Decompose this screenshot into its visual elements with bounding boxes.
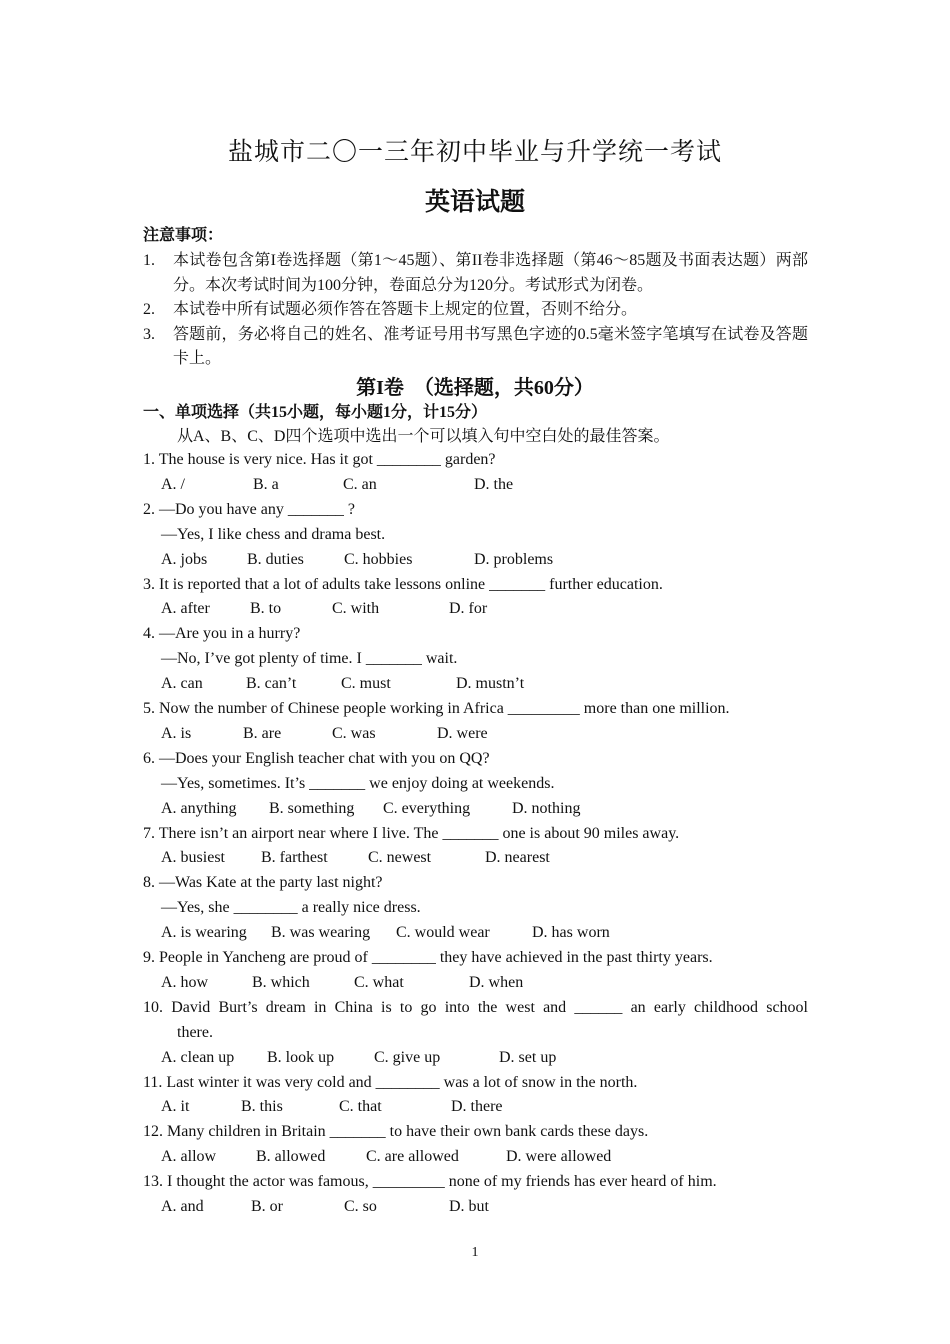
- answer-option: B. something: [269, 799, 355, 817]
- question-dialogue-line: —Yes, she ________ a really nice dress.: [161, 899, 421, 917]
- answer-options: [143, 1095, 808, 1120]
- section-instruction: 从A、B、C、D四个选项中选出一个可以填入句中空白处的最佳答案。: [177, 428, 670, 445]
- question-continuation: there.: [177, 1023, 213, 1041]
- answer-options: [143, 473, 808, 498]
- note-number: 3.: [143, 325, 155, 343]
- question-dialogue-line: —Yes, sometimes. It’s _______ we enjoy doing at weekends.: [161, 774, 555, 792]
- answer-option: A. anything: [161, 799, 237, 817]
- note-item: [143, 298, 808, 323]
- answer-option: B. can’t: [246, 675, 297, 693]
- question-dialogue-line: —No, I’ve got plenty of time. I _______ wait.: [161, 650, 458, 668]
- question-stem: 1. The house is very nice. Has it got ________ garden?: [143, 451, 496, 468]
- answer-options: [143, 722, 808, 747]
- answer-option: C. was: [332, 724, 376, 742]
- answer-option: A. is wearing: [161, 924, 247, 942]
- answer-option: A. how: [161, 973, 209, 991]
- answer-option: C. newest: [368, 849, 432, 867]
- question-stem: 2. —Do you have any _______ ?: [143, 500, 355, 518]
- volume-heading: 第I卷 （选择题，共60分）: [356, 377, 594, 399]
- exam-title: 盐城市二〇一三年初中毕业与升学统一考试: [227, 139, 722, 166]
- notes-heading: 注意事项：: [143, 227, 224, 244]
- answer-option: B. this: [241, 1098, 283, 1116]
- notes-section: [143, 225, 808, 372]
- question-dialogue-line: —Yes, I like chess and drama best.: [161, 525, 386, 543]
- answer-option: C. that: [339, 1098, 382, 1116]
- question-stem: 5. Now the number of Chinese people working in Africa _________ more than one million.: [143, 700, 730, 717]
- answer-option: D. mustn’t: [456, 675, 525, 693]
- question-stem: 11. Last winter it was very cold and ________ was a lot of snow in the north.: [143, 1073, 638, 1091]
- answer-options: [143, 921, 808, 946]
- answer-option: C. hobbies: [344, 550, 413, 568]
- answer-option: C. with: [332, 600, 380, 618]
- answer-option: A. /: [161, 475, 185, 493]
- answer-option: B. duties: [247, 550, 304, 568]
- question-stem: 3. It is reported that a lot of adults take lessons online _______ further education.: [143, 575, 663, 593]
- answer-options: [143, 1145, 808, 1170]
- answer-option: B. allowed: [256, 1148, 326, 1166]
- note-number: 1.: [143, 252, 155, 269]
- answer-option: D. has worn: [532, 924, 610, 942]
- answer-option: B. which: [252, 973, 310, 991]
- answer-option: D. the: [474, 475, 514, 493]
- answer-options: [143, 672, 808, 697]
- answer-option: C. what: [354, 973, 404, 991]
- answer-options: [143, 597, 808, 622]
- answer-option: C. so: [344, 1198, 377, 1215]
- answer-option: D. were allowed: [506, 1148, 612, 1166]
- answer-options: [143, 846, 808, 871]
- answer-options: [143, 1046, 808, 1071]
- answer-option: B. to: [250, 600, 282, 618]
- answer-option: D. there: [451, 1098, 503, 1116]
- note-number: 2.: [143, 301, 155, 318]
- answer-option: B. look up: [267, 1048, 335, 1066]
- answer-option: B. was wearing: [271, 924, 371, 942]
- exam-subtitle: 英语试题: [424, 189, 525, 216]
- answer-option: D. but: [449, 1198, 489, 1215]
- question-stem: 13. I thought the actor was famous, _________ none of my friends has ever heard of him.: [143, 1173, 717, 1191]
- answer-options: [143, 1195, 808, 1220]
- note-item: [143, 323, 808, 372]
- answer-option: D. problems: [474, 550, 554, 568]
- answer-option: C. are allowed: [366, 1148, 459, 1166]
- answer-option: C. would wear: [396, 924, 490, 942]
- answer-option: A. after: [161, 600, 210, 618]
- question-stem: 7. There isn’t an airport near where I live. The _______ one is about 90 miles away.: [143, 824, 680, 842]
- answer-option: B. a: [253, 475, 279, 493]
- answer-options: [143, 971, 808, 996]
- answer-option: D. set up: [499, 1048, 557, 1066]
- answer-option: C. an: [343, 475, 377, 493]
- answer-option: D. nearest: [485, 849, 550, 867]
- answer-option: B. farthest: [261, 849, 328, 867]
- answer-option: A. clean up: [161, 1048, 235, 1066]
- answer-option: A. is: [161, 724, 192, 742]
- answer-option: B. or: [251, 1198, 283, 1215]
- answer-option: A. jobs: [161, 550, 208, 568]
- answer-option: C. everything: [383, 799, 471, 817]
- question-stem: 12. Many children in Britain _______ to have their own bank cards these days.: [143, 1123, 649, 1141]
- answer-option: D. nothing: [512, 799, 581, 817]
- answer-options: [143, 548, 808, 573]
- note-text: 本试卷包含第I卷选择题（第1～45题）、第II卷非选择题（第46～85题及书面表达题）两部分。本次考试时间为100分钟，卷面总分为120分。考试形式为闭卷。: [173, 252, 808, 294]
- answer-options: [143, 797, 808, 822]
- question-stem: 8. —Was Kate at the party last night?: [143, 874, 383, 892]
- question-stem: 10. David Burt’s dream in China is to go into the west and ______ an early childhood school: [143, 998, 808, 1016]
- answer-option: A. allow: [161, 1148, 217, 1166]
- answer-option: A. it: [161, 1098, 190, 1116]
- answer-option: A. busiest: [161, 849, 225, 867]
- question-stem: 4. —Are you in a hurry?: [143, 625, 301, 643]
- answer-option: B. are: [243, 724, 282, 742]
- note-text: 本试卷中所有试题必须作答在答题卡上规定的位置，否则不给分。: [173, 301, 638, 318]
- answer-option: A. and: [161, 1198, 204, 1215]
- question-stem: 9. People in Yancheng are proud of ________ they have achieved in the past thirty years.: [143, 949, 713, 966]
- answer-option: D. were: [437, 724, 488, 742]
- answer-option: D. for: [449, 600, 488, 618]
- section-title: 一、单项选择（共15小题，每小题1分，计15分）: [143, 404, 488, 421]
- answer-option: A. can: [161, 675, 203, 693]
- answer-option: D. when: [469, 973, 524, 991]
- answer-option: C. must: [341, 675, 391, 693]
- question-list: [143, 448, 808, 1220]
- note-item: [143, 249, 808, 298]
- answer-option: C. give up: [374, 1048, 441, 1066]
- note-text: 答题前，务必将自己的姓名、准考证号用书写黑色字迹的0.5毫米签字笔填写在试卷及答题卡上。: [173, 325, 808, 367]
- question-stem: 6. —Does your English teacher chat with you on QQ?: [143, 749, 490, 767]
- page-number: 1: [471, 1245, 479, 1260]
